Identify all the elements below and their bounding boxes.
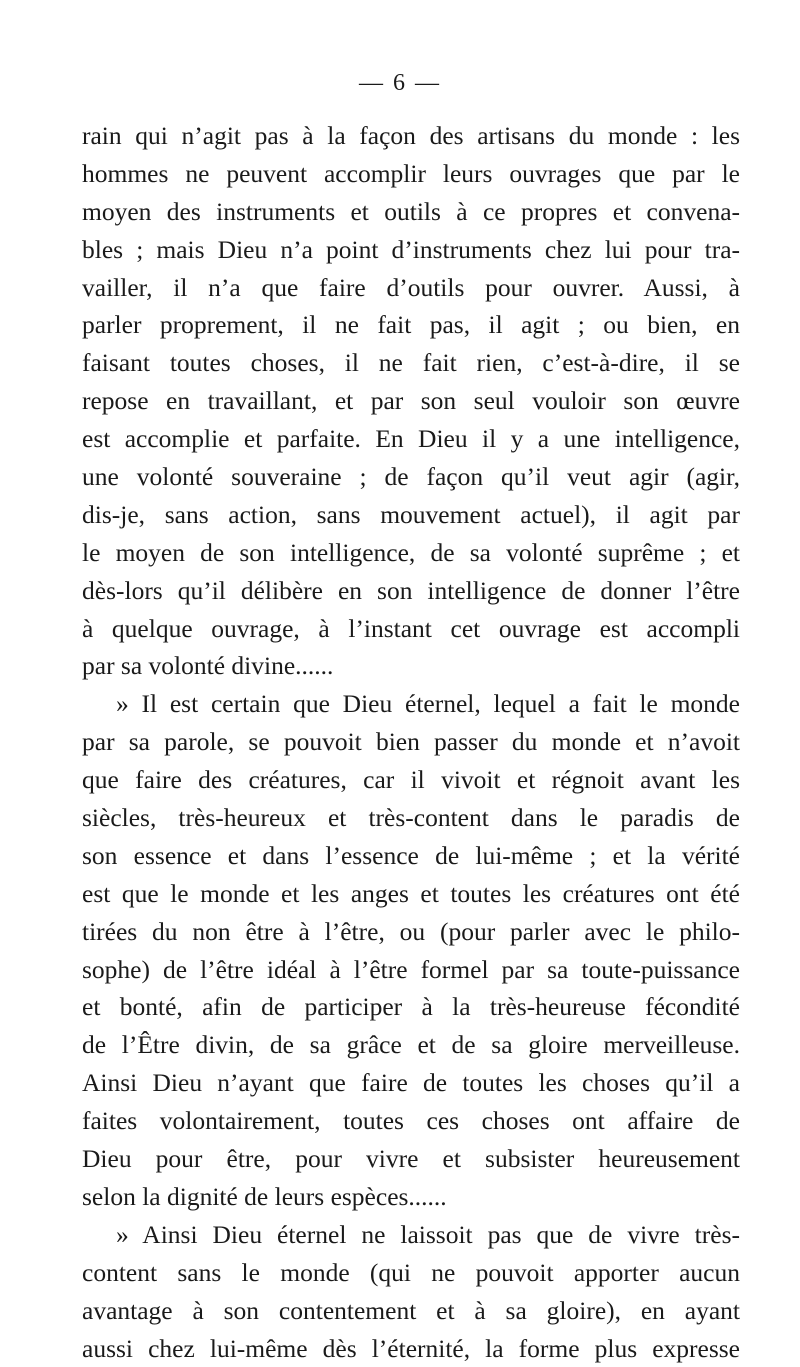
text-line: tirées du non être à l’être, ou (pour parler avec le philo- [82, 913, 740, 951]
text-line: par sa volonté divine...... [82, 647, 740, 685]
text-line: rain qui n’agit pas à la façon des artisans du monde : les [82, 117, 740, 155]
text-line: dis-je, sans action, sans mouvement actuel), il agit par [82, 496, 740, 534]
text-line: moyen des instruments et outils à ce propres et convena- [82, 193, 740, 231]
text-line: une volonté souveraine ; de façon qu’il veut agir (agir, [82, 458, 740, 496]
text-line: de l’Être divin, de sa grâce et de sa gloire merveilleuse. [82, 1026, 740, 1064]
text-line: aussi chez lui-même dès l’éternité, la forme plus expresse [82, 1330, 740, 1367]
text-line: Dieu pour être, pour vivre et subsister heureusement [82, 1140, 740, 1178]
text-line: bles ; mais Dieu n’a point d’instruments chez lui pour tra- [82, 231, 740, 269]
text-line: que faire des créatures, car il vivoit et régnoit avant les [82, 761, 740, 799]
text-line: le moyen de son intelligence, de sa volonté suprême ; et [82, 534, 740, 572]
text-line: content sans le monde (qui ne pouvoit apporter aucun [82, 1254, 740, 1292]
text-line: faisant toutes choses, il ne fait rien, c’est-à-dire, il se [82, 344, 740, 382]
body-text [82, 117, 740, 1367]
text-line: vailler, il n’a que faire d’outils pour ouvrer. Aussi, à [82, 269, 740, 307]
text-line: et bonté, afin de participer à la très-heureuse fécondité [82, 988, 740, 1026]
text-line: avantage à son contentement et à sa gloire), en ayant [82, 1292, 740, 1330]
text-line: est accomplie et parfaite. En Dieu il y a une intelligence, [82, 420, 740, 458]
paragraph-start: » Ainsi Dieu éternel ne laissoit pas que de vivre très- [82, 1216, 740, 1254]
text-line: par sa parole, se pouvoit bien passer du monde et n’avoit [82, 723, 740, 761]
text-line: repose en travaillant, et par son seul vouloir son œuvre [82, 382, 740, 420]
text-line: parler proprement, il ne fait pas, il agit ; ou bien, en [82, 306, 740, 344]
text-line: hommes ne peuvent accomplir leurs ouvrages que par le [82, 155, 740, 193]
paragraph-start: » Il est certain que Dieu éternel, lequel a fait le monde [82, 685, 740, 723]
page-number: — 6 — [0, 70, 800, 97]
text-line: sophe) de l’être idéal à l’être formel par sa toute-puissance [82, 951, 740, 989]
text-line: est que le monde et les anges et toutes les créatures ont été [82, 875, 740, 913]
text-line: selon la dignité de leurs espèces...... [82, 1178, 740, 1216]
text-line: à quelque ouvrage, à l’instant cet ouvrage est accompli [82, 610, 740, 648]
text-line: faites volontairement, toutes ces choses ont affaire de [82, 1102, 740, 1140]
text-line: dès-lors qu’il délibère en son intelligence de donner l’être [82, 572, 740, 610]
text-line: siècles, très-heureux et très-content dans le paradis de [82, 799, 740, 837]
text-line: son essence et dans l’essence de lui-même ; et la vérité [82, 837, 740, 875]
text-line: Ainsi Dieu n’ayant que faire de toutes les choses qu’il a [82, 1064, 740, 1102]
